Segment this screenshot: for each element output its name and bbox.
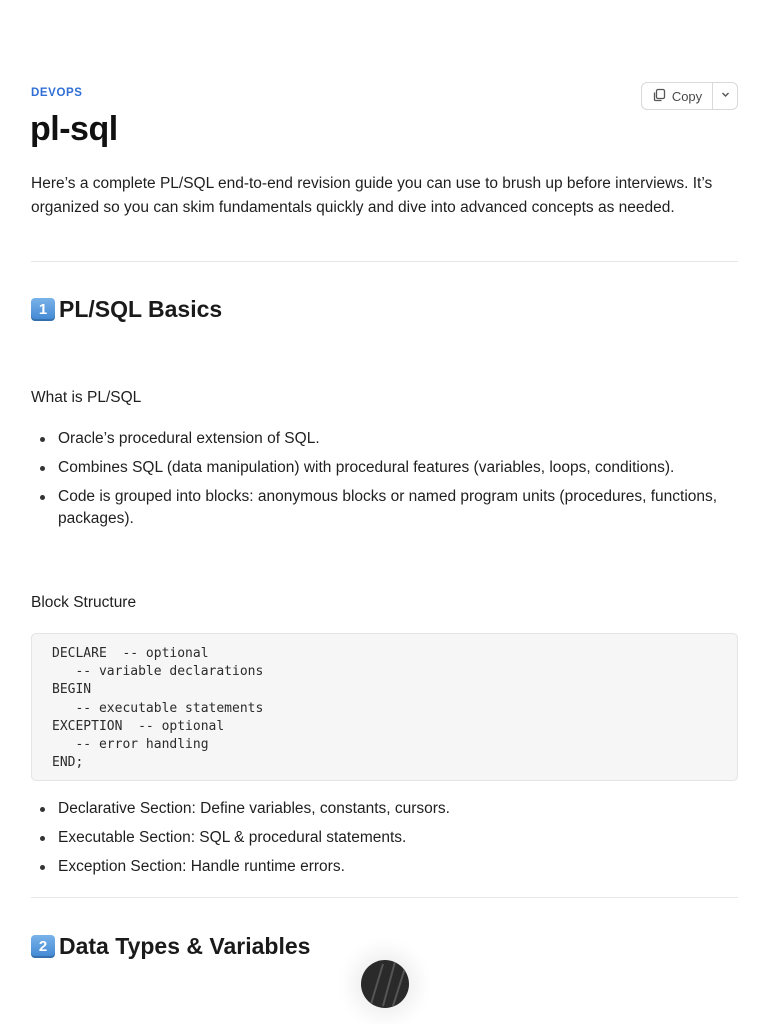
section-heading-basics <box>31 296 222 323</box>
code-text: DECLARE -- optional -- variable declarations BEGIN -- executable statements EXCEPTION -- optional -- error handling END; <box>52 646 264 771</box>
list-item: Executable Section: SQL & procedural statements. <box>31 827 731 849</box>
section-title: Data Types & Variables <box>59 933 311 959</box>
copy-icon <box>652 88 666 105</box>
keycap-one-icon: 1 <box>31 298 55 321</box>
copy-button[interactable] <box>642 83 713 109</box>
subheading-what-is-plsql: What is PL/SQL <box>31 389 142 406</box>
stripe-logo-icon <box>361 960 409 1008</box>
list-item: Declarative Section: Define variables, constants, cursors. <box>31 798 731 820</box>
copy-label: Copy <box>671 88 703 104</box>
category-label[interactable]: DEVOPS <box>31 87 83 99</box>
code-block[interactable] <box>31 633 738 781</box>
chevron-down-icon <box>720 87 731 105</box>
list-item: Combines SQL (data manipulation) with procedural features (variables, loops, conditions). <box>31 457 731 479</box>
intro-paragraph: Here’s a complete PL/SQL end-to-end revision guide you can use to brush up before interviews. It’s organized so you can skim fundamentals quickly and dive into advanced concepts as needed. <box>31 175 713 216</box>
page-title: pl-sql <box>30 110 118 148</box>
floating-action-button[interactable] <box>361 960 409 1008</box>
list-item: Exception Section: Handle runtime errors. <box>31 856 731 878</box>
section-heading-data-types <box>31 933 310 960</box>
bullet-list-what-is <box>31 428 731 537</box>
divider <box>31 261 738 262</box>
copy-menu-button[interactable] <box>713 83 737 109</box>
section-title: PL/SQL Basics <box>59 296 223 322</box>
copy-button-group <box>641 82 738 110</box>
list-item: Code is grouped into blocks: anonymous blocks or named program units (procedures, functions, packages). <box>31 486 731 530</box>
keycap-two-icon: 2 <box>31 935 55 958</box>
bullet-list-block-sections <box>31 798 731 885</box>
subheading-block-structure: Block Structure <box>31 594 137 611</box>
divider <box>31 897 738 898</box>
list-item: Oracle’s procedural extension of SQL. <box>31 428 731 450</box>
